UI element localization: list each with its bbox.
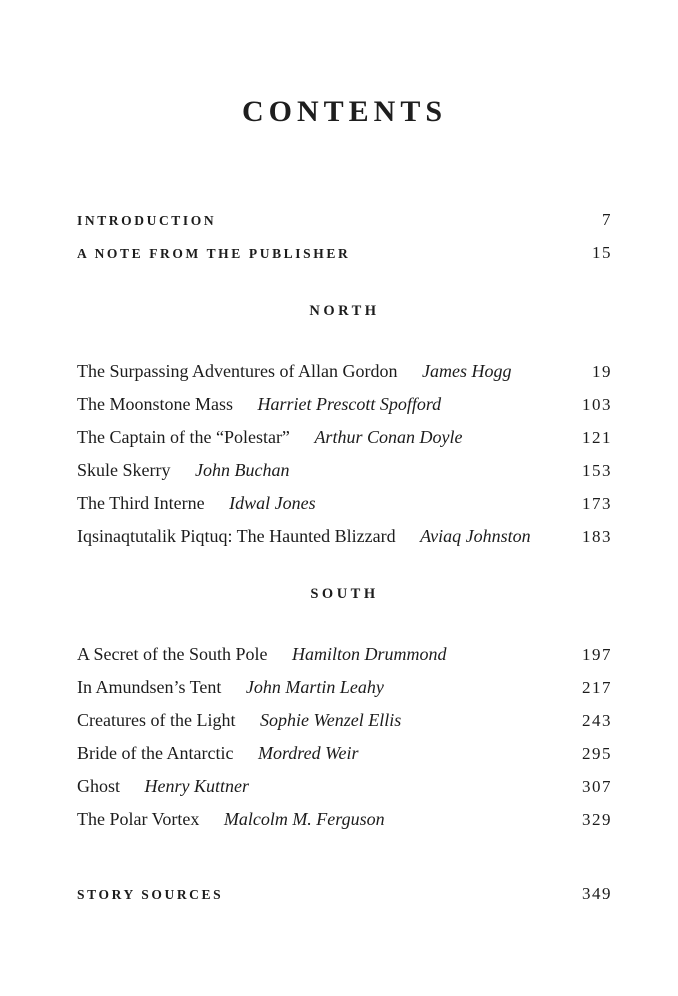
section-heading-south: SOUTH bbox=[310, 586, 379, 602]
content-column bbox=[77, 0, 612, 996]
toc-page-number: 183 bbox=[582, 527, 612, 546]
toc-entry bbox=[77, 360, 612, 383]
story-author: Sophie Wenzel Ellis bbox=[259, 710, 402, 730]
story-title: The Polar Vortex bbox=[77, 809, 200, 829]
story-author: Mordred Weir bbox=[257, 743, 359, 763]
story-author: John Martin Leahy bbox=[245, 677, 384, 697]
story-title: Creatures of the Light bbox=[77, 710, 236, 730]
story-author: Idwal Jones bbox=[229, 493, 316, 513]
entry-main bbox=[77, 525, 541, 548]
toc-entry bbox=[77, 643, 612, 666]
toc-entry bbox=[77, 742, 612, 765]
story-title: Ghost bbox=[77, 776, 121, 796]
story-author: John Buchan bbox=[195, 460, 290, 480]
toc-page-number: 197 bbox=[582, 645, 612, 664]
toc-row-publisher-note bbox=[77, 243, 612, 263]
toc-page-number: 103 bbox=[582, 395, 612, 414]
entry-main bbox=[77, 426, 472, 449]
story-author: Arthur Conan Doyle bbox=[314, 427, 463, 447]
entry-main bbox=[77, 360, 521, 383]
story-title: The Surpassing Adventures of Allan Gordon bbox=[77, 361, 398, 381]
entry-main bbox=[77, 492, 326, 515]
page-title: CONTENTS bbox=[241, 95, 448, 128]
story-author: James Hogg bbox=[421, 361, 512, 381]
story-title: The Captain of the “Polestar” bbox=[77, 427, 290, 447]
entry-main bbox=[77, 808, 395, 831]
toc-entry bbox=[77, 775, 612, 798]
toc-entry bbox=[77, 393, 612, 416]
story-title: A Secret of the South Pole bbox=[77, 644, 268, 664]
toc-entry bbox=[77, 808, 612, 831]
entry-main bbox=[77, 393, 451, 416]
toc-page-number: 217 bbox=[582, 678, 612, 697]
toc-entry bbox=[77, 426, 612, 449]
toc-row-story-sources bbox=[77, 884, 612, 904]
story-author: Malcolm M. Ferguson bbox=[223, 809, 385, 829]
toc-page-number: 307 bbox=[582, 777, 612, 796]
entry-main bbox=[77, 676, 394, 699]
toc-page-number: 121 bbox=[582, 428, 612, 447]
story-title: Iqsinaqtutalik Piqtuq: The Haunted Blizzard bbox=[77, 526, 396, 546]
toc-label: STORY SOURCES bbox=[77, 887, 224, 902]
toc-page-number: 349 bbox=[582, 884, 612, 903]
toc-page-number: 329 bbox=[582, 810, 612, 829]
toc-page-number: 173 bbox=[582, 494, 612, 513]
story-author: Hamilton Drummond bbox=[291, 644, 447, 664]
entry-main bbox=[77, 459, 299, 482]
toc-label: INTRODUCTION bbox=[77, 213, 217, 228]
toc-entry bbox=[77, 525, 612, 548]
toc-page-number: 153 bbox=[582, 461, 612, 480]
story-author: Aviaq Johnston bbox=[420, 526, 531, 546]
entry-main bbox=[77, 775, 259, 798]
toc-page-number: 7 bbox=[602, 210, 612, 229]
story-title: The Third Interne bbox=[77, 493, 205, 513]
toc-entry bbox=[77, 676, 612, 699]
entry-main bbox=[77, 709, 411, 732]
toc-page-number: 15 bbox=[592, 243, 612, 262]
toc-row-introduction bbox=[77, 210, 612, 230]
story-title: In Amundsen’s Tent bbox=[77, 677, 222, 697]
entry-main bbox=[77, 643, 457, 666]
toc-page-number: 19 bbox=[592, 362, 612, 381]
entry-main bbox=[77, 742, 368, 765]
toc-page-number: 243 bbox=[582, 711, 612, 730]
toc-page-number: 295 bbox=[582, 744, 612, 763]
story-author: Harriet Prescott Spofford bbox=[257, 394, 442, 414]
story-title: The Moonstone Mass bbox=[77, 394, 233, 414]
section-heading-north: NORTH bbox=[309, 303, 380, 319]
toc-entry bbox=[77, 459, 612, 482]
story-author: Henry Kuttner bbox=[144, 776, 249, 796]
story-title: Bride of the Antarctic bbox=[77, 743, 234, 763]
toc-label: A NOTE FROM THE PUBLISHER bbox=[77, 246, 351, 261]
story-title: Skule Skerry bbox=[77, 460, 171, 480]
toc-entry bbox=[77, 492, 612, 515]
toc-entry bbox=[77, 709, 612, 732]
